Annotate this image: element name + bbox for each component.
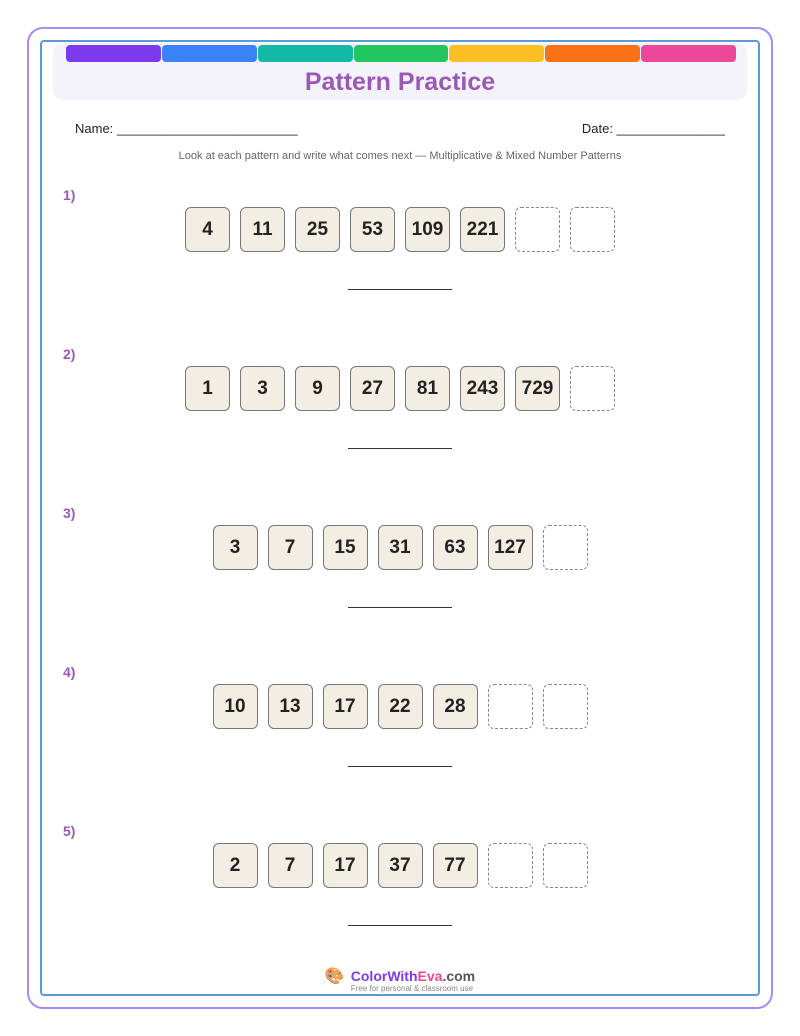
problem-4 — [0, 664, 800, 814]
name-field[interactable]: Name: _________________________ — [75, 121, 298, 136]
footer — [0, 968, 800, 994]
answer-blank-box[interactable] — [543, 843, 588, 888]
problem-2 — [0, 346, 800, 496]
rainbow-segment — [354, 45, 449, 62]
pattern-value-box: 2 — [213, 843, 258, 888]
pattern-value-box: 37 — [378, 843, 423, 888]
pattern-value-box: 729 — [515, 366, 560, 411]
pattern-value-box: 15 — [323, 525, 368, 570]
pattern-value-box: 243 — [460, 366, 505, 411]
problem-number: 1) — [63, 187, 76, 203]
answer-blank-box[interactable] — [488, 843, 533, 888]
pattern-value-box: 109 — [405, 207, 450, 252]
footer-tagline: Free for personal & classroom use — [350, 984, 474, 993]
pattern-value-box: 28 — [433, 684, 478, 729]
pattern-value-box: 7 — [268, 525, 313, 570]
brand-with-text: With — [387, 968, 418, 984]
rainbow-segment — [641, 45, 736, 62]
answer-blank-box[interactable] — [543, 684, 588, 729]
rainbow-segment — [66, 45, 161, 62]
brand-com-text: .com — [442, 968, 476, 984]
problem-5 — [0, 823, 800, 973]
palette-icon: 🎨 — [324, 968, 345, 985]
problem-3 — [0, 505, 800, 655]
problem-number: 5) — [63, 823, 76, 839]
brand-eva-text: Eva — [417, 968, 443, 984]
pattern-sequence — [0, 684, 800, 729]
pattern-value-box: 27 — [350, 366, 395, 411]
rainbow-bar — [66, 45, 736, 62]
brand-color-text: Color — [350, 968, 388, 984]
pattern-value-box: 81 — [405, 366, 450, 411]
pattern-value-box: 7 — [268, 843, 313, 888]
pattern-value-box: 127 — [488, 525, 533, 570]
pattern-sequence — [0, 525, 800, 570]
answer-blank-box[interactable] — [488, 684, 533, 729]
pattern-value-box: 17 — [323, 843, 368, 888]
answer-line[interactable] — [348, 925, 452, 926]
pattern-value-box: 3 — [240, 366, 285, 411]
pattern-value-box: 31 — [378, 525, 423, 570]
pattern-value-box: 17 — [323, 684, 368, 729]
answer-line[interactable] — [348, 448, 452, 449]
answer-line[interactable] — [348, 607, 452, 608]
pattern-value-box: 22 — [378, 684, 423, 729]
rainbow-segment — [162, 45, 257, 62]
pattern-value-box: 11 — [240, 207, 285, 252]
brand-name — [351, 968, 475, 984]
date-field[interactable]: Date: _______________ — [581, 121, 725, 136]
problem-1 — [0, 187, 800, 337]
problem-number: 3) — [63, 505, 76, 521]
pattern-value-box: 63 — [433, 525, 478, 570]
answer-line[interactable] — [348, 766, 452, 767]
pattern-value-box: 1 — [185, 366, 230, 411]
answer-line[interactable] — [348, 289, 452, 290]
pattern-value-box: 77 — [433, 843, 478, 888]
pattern-value-box: 25 — [295, 207, 340, 252]
answer-blank-box[interactable] — [543, 525, 588, 570]
pattern-value-box: 3 — [213, 525, 258, 570]
page-title: Pattern Practice — [304, 68, 496, 96]
rainbow-segment — [545, 45, 640, 62]
pattern-value-box: 53 — [350, 207, 395, 252]
problem-number: 2) — [63, 346, 76, 362]
problem-number: 4) — [63, 664, 76, 680]
pattern-value-box: 221 — [460, 207, 505, 252]
rainbow-segment — [258, 45, 353, 62]
pattern-sequence — [0, 366, 800, 411]
instructions: Look at each pattern and write what comes next — Multiplicative & Mixed Number Patterns — [178, 150, 622, 162]
pattern-value-box: 4 — [185, 207, 230, 252]
footer-brand[interactable] — [325, 968, 475, 994]
pattern-sequence — [0, 843, 800, 888]
answer-blank-box[interactable] — [570, 366, 615, 411]
rainbow-segment — [449, 45, 544, 62]
pattern-value-box: 9 — [295, 366, 340, 411]
pattern-value-box: 13 — [268, 684, 313, 729]
answer-blank-box[interactable] — [570, 207, 615, 252]
answer-blank-box[interactable] — [515, 207, 560, 252]
pattern-sequence — [0, 207, 800, 252]
pattern-value-box: 10 — [213, 684, 258, 729]
